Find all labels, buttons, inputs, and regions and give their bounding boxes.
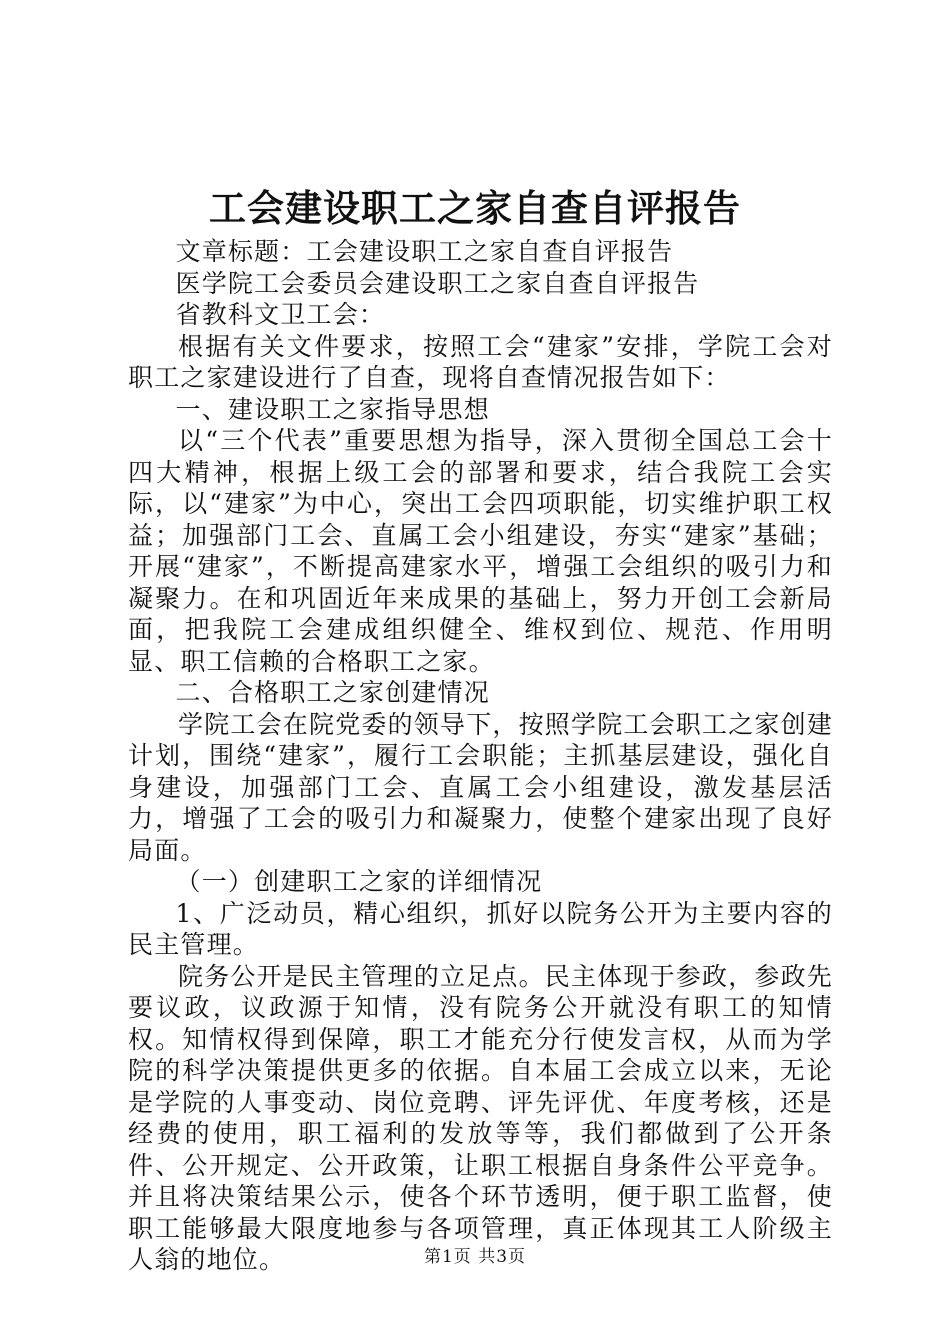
item-heading-1: 1、广泛动员，精心组织，抓好以院务公开为主要内容的民主管理。 (128, 898, 833, 959)
section-1-paragraph: 以“三个代表”重要思想为指导，深入贯彻全国总工会十四大精神，根据上级工会的部署和要求，结合我院工会实际，以“建家”为中心，突出工会四项职能，切实维护职工权益；加强部门工会、直属工会小组建设，夯实“建家”基础；开展“建家”，不断提高建家水平，增强工会组织的吸引力和凝聚力。在和巩固近年来成果的基础上，努力开创工会新局面，把我院工会建成组织健全、维权到位、规范、作用明显、职工信赖的合格职工之家。 (128, 426, 833, 676)
page-footer: 第1页 共3页 (423, 1247, 527, 1267)
intro-paragraph: 根据有关文件要求，按照工会“建家”安排，学院工会对职工之家建设进行了自查，现将自查情况报告如下： (128, 331, 833, 392)
subsection-heading-1: （一）创建职工之家的详细情况 (175, 867, 543, 896)
section-2-paragraph: 学院工会在院党委的领导下，按照学院工会职工之家创建计划，围绕“建家”，履行工会职能；主抓基层建设，强化自身建设，加强部门工会、直属工会小组建设，激发基层活力，增强了工会的吸引力和凝聚力，使整个建家出现了良好局面。 (128, 709, 834, 865)
section-heading-2: 二、合格职工之家创建情况 (175, 678, 490, 707)
section-heading-1: 一、建设职工之家指导思想 (175, 394, 490, 424)
document-body (128, 236, 833, 1276)
salutation: 省教科文卫工会： (175, 300, 386, 329)
article-title-line: 文章标题：工会建设职工之家自查自评报告 (175, 237, 674, 266)
document-title: 工会建设职工之家自查自评报告 (209, 186, 741, 230)
report-heading: 医学院工会委员会建设职工之家自查自评报告 (175, 268, 700, 298)
item-1-paragraph: 院务公开是民主管理的立足点。民主体现于参政，参政先要议政，议政源于知情，没有院务公开就没有职工的知情权。知情权得到保障，职工才能充分行使发言权，从而为学院的科学决策提供更多的依据。自本届工会成立以来，无论是学院的人事变动、岗位竞聘、评先评优、年度考核，还是经费的使用，职工福利的发放等等，我们都做到了公开条件、公开规定、公开政策，让职工根据自身条件公平竞争。并且将决策结果公示，使各个环节透明，便于职工监督，使职工能够最大限度地参与各项管理，真正体现其工人阶级主人翁的地位。 (128, 961, 834, 1274)
